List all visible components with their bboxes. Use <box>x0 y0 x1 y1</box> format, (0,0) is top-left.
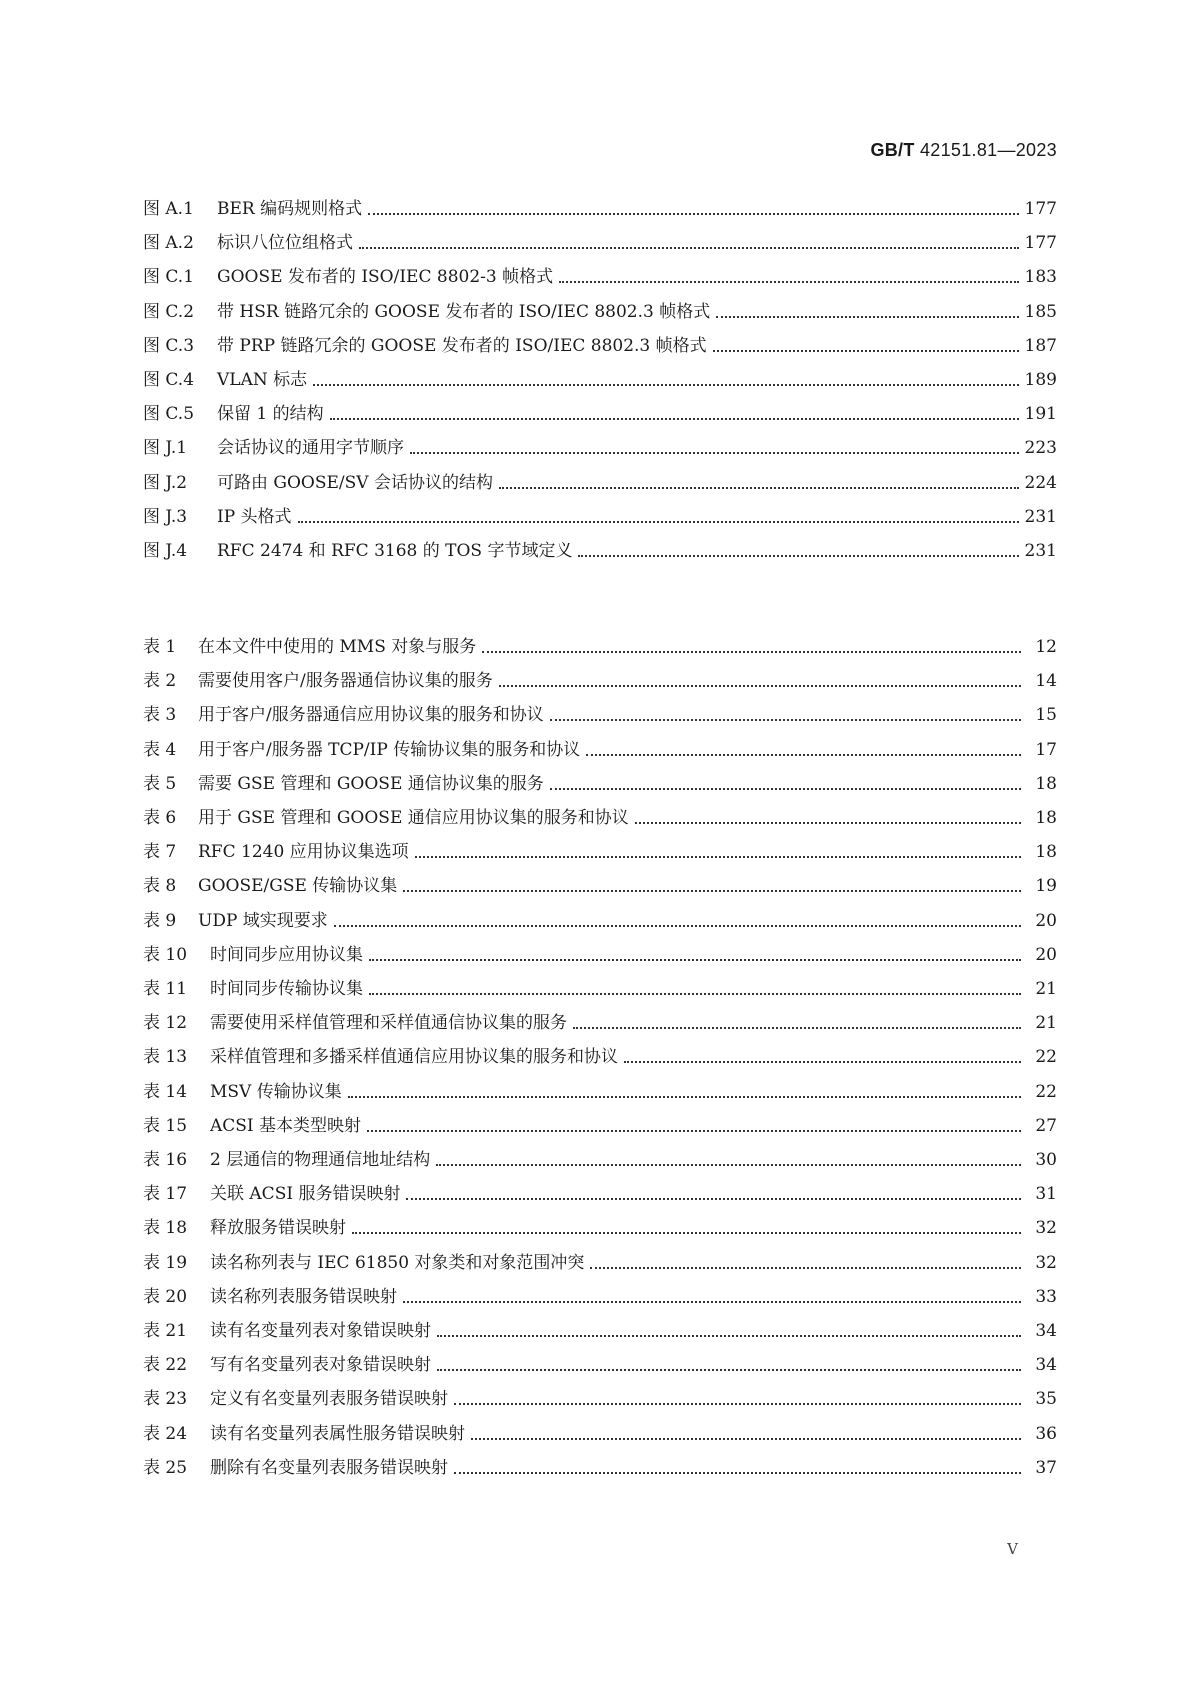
table-entry-number: 表 6 <box>143 808 177 828</box>
figure-entry-title: GOOSE 发布者的 ISO/IEC 8802-3 帧格式 <box>217 267 554 288</box>
dot-leader <box>367 1130 1021 1132</box>
dot-leader <box>471 1438 1021 1440</box>
figure-entry-page: 223 <box>1024 438 1057 459</box>
figure-entry-title: 带 PRP 链路冗余的 GOOSE 发布者的 ISO/IEC 8802.3 帧格式 <box>217 335 707 356</box>
table-entry[interactable] <box>143 1453 1057 1479</box>
figure-entry-title: 会话协议的通用字节顺序 <box>217 438 404 459</box>
table-entry-page: 14 <box>1035 671 1057 692</box>
table-entry[interactable] <box>143 906 1057 932</box>
table-entry-page: 33 <box>1035 1286 1057 1307</box>
table-entry[interactable] <box>143 940 1057 966</box>
table-entry-title: 关联 ACSI 服务错误映射 <box>210 1184 401 1205</box>
table-entry-number: 表 2 <box>143 671 177 692</box>
table-entry[interactable] <box>143 837 1057 863</box>
dot-leader <box>359 247 1019 249</box>
figure-entry[interactable] <box>143 536 1057 562</box>
table-entry-number: 表 23 <box>143 1389 188 1410</box>
dot-leader <box>482 651 1021 653</box>
figure-entry-page: 224 <box>1024 472 1057 493</box>
figure-entry[interactable] <box>143 194 1057 220</box>
dot-leader <box>369 993 1021 995</box>
figure-entry-title: BER 编码规则格式 <box>217 199 363 219</box>
dot-leader <box>590 1267 1021 1269</box>
standard-number: 42151.81—2023 <box>919 140 1057 160</box>
table-entry-number: 表 21 <box>143 1321 188 1341</box>
dot-leader <box>635 822 1021 824</box>
table-entry[interactable] <box>143 666 1057 692</box>
table-entry-number: 表 16 <box>143 1150 188 1170</box>
table-entry-title: 读有名变量列表对象错误映射 <box>210 1321 431 1341</box>
figure-entry-page: 231 <box>1024 506 1057 527</box>
table-entry-title: 用于客户/服务器通信应用协议集的服务和协议 <box>198 705 544 726</box>
figure-entry-title: 带 HSR 链路冗余的 GOOSE 发布者的 ISO/IEC 8802.3 帧格式 <box>217 301 711 322</box>
figure-entry[interactable] <box>143 502 1057 528</box>
table-entry[interactable] <box>143 1350 1057 1376</box>
dot-leader <box>369 959 1021 961</box>
table-entry[interactable] <box>143 632 1057 658</box>
table-entry-page: 34 <box>1035 1321 1057 1341</box>
table-entry[interactable] <box>143 1282 1057 1308</box>
table-entry-title: 2 层通信的物理通信地址结构 <box>210 1150 431 1170</box>
table-entry-number: 表 14 <box>143 1081 188 1102</box>
table-entry-page: 19 <box>1035 876 1057 897</box>
dot-leader <box>334 925 1021 927</box>
figure-entry-page: 191 <box>1024 404 1057 425</box>
table-entry-page: 21 <box>1035 1013 1057 1034</box>
figure-entry-number: 图 C.2 <box>143 301 195 322</box>
figure-entry[interactable] <box>143 399 1057 425</box>
table-entry-number: 表 10 <box>143 944 188 965</box>
table-entry-number: 表 12 <box>143 1013 188 1034</box>
dot-leader <box>313 384 1018 386</box>
dot-leader <box>454 1403 1021 1405</box>
table-entry-number: 表 11 <box>143 979 188 999</box>
dot-leader <box>586 754 1021 756</box>
table-entry-title: 写有名变量列表对象错误映射 <box>210 1355 431 1376</box>
table-entry-page: 21 <box>1035 979 1057 999</box>
table-entry-number: 表 17 <box>143 1184 188 1205</box>
figure-entry-title: 可路由 GOOSE/SV 会话协议的结构 <box>217 472 493 493</box>
table-entry-page: 22 <box>1035 1047 1057 1068</box>
table-entry[interactable] <box>143 1145 1057 1171</box>
table-entry-number: 表 9 <box>143 910 177 931</box>
dot-leader <box>410 452 1019 454</box>
table-entry-title: 读名称列表服务错误映射 <box>210 1286 397 1307</box>
dot-leader <box>406 1198 1021 1200</box>
dot-leader <box>550 719 1021 721</box>
dot-leader <box>437 1335 1021 1337</box>
dot-leader <box>716 316 1018 318</box>
table-entry-number: 表 1 <box>143 637 177 657</box>
table-entry[interactable] <box>143 1111 1057 1137</box>
figure-entry-number: 图 J.3 <box>143 506 188 527</box>
figure-entry-page: 183 <box>1024 267 1057 288</box>
figure-entry-page: 189 <box>1024 370 1057 390</box>
table-entry-title: RFC 1240 应用协议集选项 <box>198 842 409 863</box>
dot-leader <box>578 555 1018 557</box>
table-entry-page: 18 <box>1035 842 1057 863</box>
table-entry-title: UDP 域实现要求 <box>198 910 328 931</box>
table-entry-page: 32 <box>1035 1252 1057 1273</box>
figure-entry-title: VLAN 标志 <box>217 370 308 390</box>
table-entry-title: 在本文件中使用的 MMS 对象与服务 <box>198 637 477 657</box>
table-entry-page: 20 <box>1035 910 1057 931</box>
table-entry-number: 表 8 <box>143 876 177 897</box>
figure-entry-number: 图 C.3 <box>143 335 195 356</box>
dot-leader <box>348 1096 1021 1098</box>
table-entry-page: 35 <box>1035 1389 1057 1410</box>
table-entry-title: 用于客户/服务器 TCP/IP 传输协议集的服务和协议 <box>198 739 581 760</box>
dot-leader <box>403 890 1021 892</box>
figure-entry[interactable] <box>143 433 1057 459</box>
dot-leader <box>624 1061 1021 1063</box>
table-entry-title: GOOSE/GSE 传输协议集 <box>198 876 398 897</box>
table-entry-title: 需要 GSE 管理和 GOOSE 通信协议集的服务 <box>198 773 544 794</box>
table-entry[interactable] <box>143 974 1057 1000</box>
table-entry-number: 表 3 <box>143 705 177 726</box>
table-entry-page: 22 <box>1035 1081 1057 1102</box>
figure-entry-number: 图 J.4 <box>143 541 188 561</box>
table-entry-page: 32 <box>1035 1218 1057 1239</box>
table-entry-title: 时间同步传输协议集 <box>210 979 363 999</box>
figure-entry[interactable] <box>143 331 1057 357</box>
figure-entry-page: 185 <box>1024 301 1057 322</box>
figure-entry-number: 图 C.4 <box>143 370 195 390</box>
dot-leader <box>573 1027 1021 1029</box>
dot-leader <box>436 1164 1021 1166</box>
table-entry-number: 表 19 <box>143 1252 188 1273</box>
table-entry-number: 表 7 <box>143 842 177 863</box>
table-entry-page: 15 <box>1035 705 1057 726</box>
table-entry-page: 12 <box>1035 637 1057 657</box>
table-entry[interactable] <box>143 769 1057 795</box>
table-entry-number: 表 20 <box>143 1286 188 1307</box>
figure-entry-page: 177 <box>1024 199 1057 219</box>
dot-leader <box>499 685 1021 687</box>
figure-entry-page: 187 <box>1024 335 1057 356</box>
dot-leader <box>415 856 1021 858</box>
table-entry-page: 37 <box>1035 1457 1057 1478</box>
dot-leader <box>403 1301 1021 1303</box>
table-entry[interactable] <box>143 1077 1057 1103</box>
table-entry[interactable] <box>143 1008 1057 1034</box>
table-entry[interactable] <box>143 1248 1057 1274</box>
table-entry[interactable] <box>143 1316 1057 1342</box>
table-entry[interactable] <box>143 1213 1057 1239</box>
figure-entry-number: 图 J.1 <box>143 438 188 459</box>
table-entry-page: 18 <box>1035 808 1057 828</box>
table-entry[interactable] <box>143 803 1057 829</box>
table-entry-number: 表 24 <box>143 1423 188 1444</box>
dot-leader <box>499 487 1019 489</box>
table-entry[interactable] <box>143 871 1057 897</box>
figure-entry-title: RFC 2474 和 RFC 3168 的 TOS 字节域定义 <box>217 541 573 561</box>
table-entry-number: 表 18 <box>143 1218 188 1239</box>
table-entry-title: 需要使用客户/服务器通信协议集的服务 <box>198 671 493 692</box>
table-entry-title: 读有名变量列表属性服务错误映射 <box>210 1423 465 1444</box>
dot-leader <box>352 1232 1021 1234</box>
figure-entry[interactable] <box>143 297 1057 323</box>
table-entry-page: 20 <box>1035 944 1057 965</box>
table-entry-title: 时间同步应用协议集 <box>210 944 363 965</box>
figure-entry-number: 图 J.2 <box>143 472 188 493</box>
figure-entry-title: 保留 1 的结构 <box>217 404 324 425</box>
figure-entry-number: 图 A.1 <box>143 199 194 219</box>
table-entry-title: 用于 GSE 管理和 GOOSE 通信应用协议集的服务和协议 <box>198 808 629 828</box>
dot-leader <box>368 213 1018 215</box>
table-entry-page: 36 <box>1035 1423 1057 1444</box>
table-entry-page: 17 <box>1035 739 1057 760</box>
table-entry-title: 采样值管理和多播采样值通信应用协议集的服务和协议 <box>210 1047 618 1068</box>
table-entry-number: 表 25 <box>143 1457 188 1478</box>
table-entry[interactable] <box>143 735 1057 761</box>
dot-leader <box>454 1472 1021 1474</box>
table-entry[interactable] <box>143 1419 1057 1445</box>
table-entry-number: 表 4 <box>143 739 177 760</box>
figure-entry-title: IP 头格式 <box>217 506 292 527</box>
table-entry-title: ACSI 基本类型映射 <box>210 1115 362 1136</box>
table-entry-number: 表 22 <box>143 1355 188 1376</box>
dot-leader <box>298 521 1019 523</box>
table-entry[interactable] <box>143 700 1057 726</box>
dot-leader <box>713 350 1019 352</box>
figure-entry-number: 图 C.1 <box>143 267 195 288</box>
dot-leader <box>437 1369 1021 1371</box>
figure-entry[interactable] <box>143 468 1057 494</box>
table-entry-page: 27 <box>1035 1115 1057 1136</box>
table-entry-title: 读名称列表与 IEC 61850 对象类和对象范围冲突 <box>210 1252 585 1273</box>
figure-entry-page: 177 <box>1024 233 1057 254</box>
dot-leader <box>330 418 1019 420</box>
table-entry-page: 30 <box>1035 1150 1057 1170</box>
figure-entry[interactable] <box>143 365 1057 391</box>
table-entry-number: 表 5 <box>143 773 177 794</box>
table-entry-title: MSV 传输协议集 <box>210 1081 342 1102</box>
table-entry-page: 18 <box>1035 773 1057 794</box>
table-entry[interactable] <box>143 1384 1057 1410</box>
figure-entry[interactable] <box>143 228 1057 254</box>
table-entry[interactable] <box>143 1042 1057 1068</box>
table-entry-number: 表 15 <box>143 1115 188 1136</box>
table-entry-number: 表 13 <box>143 1047 188 1068</box>
table-entry-page: 31 <box>1035 1184 1057 1205</box>
page-number: V <box>1007 1540 1018 1558</box>
figure-entry-number: 图 C.5 <box>143 404 195 425</box>
table-entry-title: 需要使用采样值管理和采样值通信协议集的服务 <box>210 1013 567 1034</box>
figure-entry-title: 标识八位位组格式 <box>217 233 353 254</box>
standard-prefix: GB/T <box>870 140 915 160</box>
table-entry-title: 释放服务错误映射 <box>210 1218 346 1239</box>
table-entry-page: 34 <box>1035 1355 1057 1376</box>
table-entry-title: 删除有名变量列表服务错误映射 <box>210 1457 448 1478</box>
figure-entry-number: 图 A.2 <box>143 233 194 254</box>
table-entry-title: 定义有名变量列表服务错误映射 <box>210 1389 448 1410</box>
dot-leader <box>550 788 1021 790</box>
dot-leader <box>559 281 1018 283</box>
standard-code <box>870 140 1057 161</box>
figure-entry-page: 231 <box>1024 541 1057 561</box>
figure-entry[interactable] <box>143 262 1057 288</box>
table-entry[interactable] <box>143 1179 1057 1205</box>
